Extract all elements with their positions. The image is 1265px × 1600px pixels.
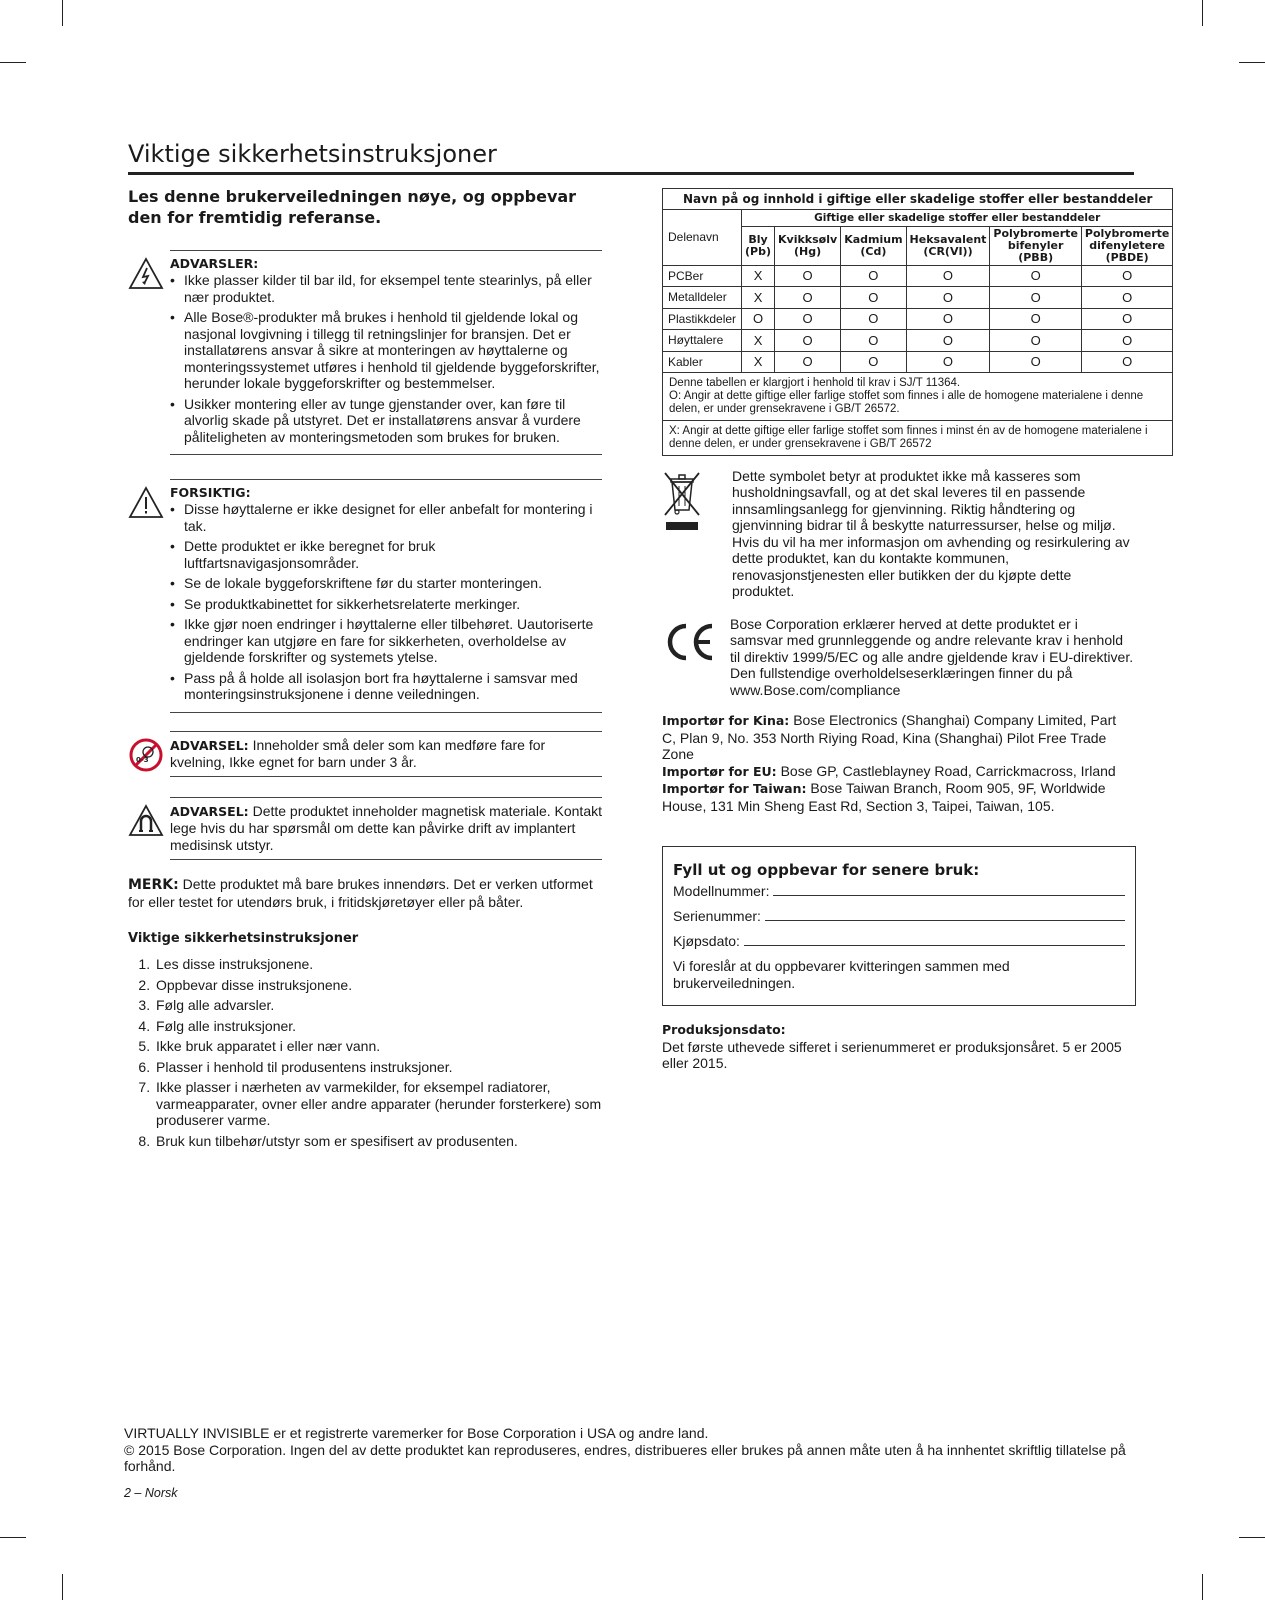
model-number-line — [673, 883, 1125, 899]
weee-text: Dette symbolet betyr at produktet ikke må kasseres som husholdningsavfall, og at det skal leveres til en passende innsamlingsanlegg for gjenvinning. Riktig håndtering og gjenvinning bidrar til å beskytte naturressurser, helse og miljø. Hvis du vil ha mer informasjon om avhending og resirkulering av dette produktet, kan du kontakte kommunen, renovasjonstjenesten eller butikken der du kjøpte dette produktet. — [732, 467, 1130, 600]
left-column — [128, 186, 602, 1153]
serial-number-line — [673, 908, 1125, 924]
page-title: Viktige sikkerhetsinstruksjoner — [128, 140, 1134, 175]
caution-exclamation-icon — [128, 485, 164, 521]
hazardous-substances-table — [662, 188, 1173, 456]
small-parts-text: Inneholder små deler som kan medføre fare for kvelning, Ikke egnet for barn under 3 år. — [170, 736, 546, 770]
table-row: Kabler X O O O O O — [663, 351, 1173, 372]
small-parts-title: ADVARSEL: — [170, 737, 249, 753]
instructions-heading: Viktige sikkerhetsinstruksjoner — [128, 930, 359, 946]
ce-section — [662, 616, 1134, 699]
list-item: 1. Les disse instruksjonene. — [154, 956, 602, 973]
importer-china: Importør for Kina: Bose Electronics (Shanghai) Company Limited, Part C, Plan 9, No. 353 North Riying Road, Kina (Shanghai) Pilot Free Trade Zone — [662, 712, 1117, 763]
copyright-notice: © 2015 Bose Corporation. Ingen del av dette produktet kan reproduseres, endres, distribueres eller brukes på annen måte uten å ha innhentet skriftlig tillatelse på forhånd. — [124, 1441, 1126, 1474]
list-item: 3. Følg alle advarsler. — [154, 997, 602, 1014]
warnings-block — [128, 250, 602, 455]
column-header: Kadmium (Cd) — [841, 227, 906, 266]
list-item: 6. Plasser i henhold til produsentens instruksjoner. — [154, 1059, 602, 1076]
table-row: Plastikkdeler O O O O O O — [663, 308, 1173, 329]
crop-mark — [0, 62, 26, 63]
list-item: • Dette produktet er ikke beregnet for bruk luftfartsnavigasjonsområder. — [170, 538, 602, 571]
crop-mark — [1202, 0, 1203, 26]
footer — [124, 1425, 1136, 1475]
list-item: 8. Bruk kun tilbehør/utstyr som er spesifisert av produsenten. — [154, 1133, 602, 1150]
right-column — [662, 188, 1170, 1072]
note-paragraph — [128, 876, 602, 911]
page-number: 2 – Norsk — [124, 1486, 178, 1500]
list-item: • Ikke plasser kilder til bar ild, for eksempel tente stearinlys, på eller nær produktet. — [170, 272, 602, 305]
fill-in-title: Fyll ut og oppbevar for senere bruk: — [673, 861, 980, 880]
weee-section — [662, 468, 1134, 600]
table-subtitle: Giftige eller skadelige stoffer eller bestanddeler — [742, 210, 1173, 227]
list-item: 4. Følg alle instruksjoner. — [154, 1018, 602, 1035]
caution-list — [170, 501, 602, 703]
magnetic-title: ADVARSEL: — [170, 803, 249, 819]
crop-mark — [1239, 1537, 1265, 1538]
serial-number-label: Serienummer: — [673, 908, 761, 925]
crop-mark — [0, 1537, 26, 1538]
list-item: • Alle Bose®-produkter må brukes i henhold til gjeldende lokal og nasjonal lovgivning i tillegg til retningslinjer for bransjen. Det er installatørens ansvar å sikre at monteringen av høyttalerne og monteringssystemet utføres i henhold til gjeldende byggeforskrifter, herunder lokale byggeforskrifter og bestemmelser. — [170, 309, 602, 392]
caution-block — [128, 479, 602, 713]
note-label: MERK: — [128, 876, 179, 893]
list-item: • Ikke gjør noen endringer i høyttalerne eller tilbehøret. Uautoriserte endringer kan utgjøre en fare for sikkerheten, overholdelse av gjeldende forskrifter og systemets ytelse. — [170, 616, 602, 666]
column-header: Kvikksølv (Hg) — [775, 227, 841, 266]
magnet-warning-icon — [128, 803, 164, 839]
crop-mark — [62, 1574, 63, 1600]
model-number-label: Modellnummer: — [673, 883, 770, 900]
magnetic-warning — [128, 797, 602, 860]
fill-in-tip: Vi foreslår at du oppbevarer kvitteringen sammen med brukerveiledningen. — [673, 958, 1010, 991]
instructions-list — [128, 956, 602, 1149]
age-label: 0-3 — [136, 755, 149, 764]
intro-text: Les denne brukerveiledningen nøye, og oppbevar den for fremtidig referanse. — [128, 187, 577, 227]
ce-mark-icon — [662, 622, 718, 662]
list-item: 5. Ikke bruk apparatet i eller nær vann. — [154, 1038, 602, 1055]
importer-eu: Importør for EU: Bose GP, Castleblayney Road, Carrickmacross, Irland — [662, 762, 1116, 779]
column-header: Heksavalent (CR(VI)) — [906, 227, 990, 266]
trademark-notice: VIRTUALLY INVISIBLE er et registrerte varemerker for Bose Corporation i USA og andre land. — [124, 1425, 709, 1441]
list-item: • Pass på å holde all isolasjon bort fra høyttalerne i samsvar med monteringsinstruksjonene i denne veiledningen. — [170, 670, 602, 703]
production-date-section — [662, 1022, 1134, 1072]
serial-number-blank — [765, 908, 1125, 921]
magnetic-text: Dette produktet inneholder magnetisk materiale. Kontakt lege hvis du har spørsmål om dette kan påvirke drift av implantert medisinsk utstyr. — [170, 802, 602, 854]
crop-mark — [62, 0, 63, 26]
production-date-text: Det første uthevede sifferet i serienummeret er produksjonsåret. 5 er 2005 eller 2015. — [662, 1038, 1122, 1072]
table-note: Denne tabellen er klargjort i henhold til krav i SJ/T 11364. O: Angir at dette giftige eller farlige stoffet som finnes i alle de homogene materialene i denne delen, er under grensekravene i GB/T 26572. — [663, 372, 1173, 420]
crop-mark — [1239, 62, 1265, 63]
column-header: Polybromerte bifenyler (PBB) — [990, 227, 1081, 266]
warnings-title: ADVARSLER: — [170, 256, 259, 271]
importers-section — [662, 712, 1134, 814]
list-item: • Usikker montering eller av tunge gjenstander over, kan føre til alvorlig skade på utstyret. Det er installatørens ansvar å vurdere påliteligheten av monteringsmetoden som brukes for bruken. — [170, 396, 602, 446]
electric-shock-warning-icon — [128, 256, 164, 292]
fill-in-box — [662, 846, 1136, 1006]
ce-text: Bose Corporation erklærer herved at dette produktet er i samsvar med grunnleggende og andre relevante krav i henhold til direktiv 1999/5/EC og alle andre gjeldende krav i EU-direktiver. Den fullstendige overholdelseserklæringen finner du på www.Bose.com/compliance — [730, 615, 1134, 698]
column-header: Bly (Pb) — [742, 227, 775, 266]
part-header: Delenavn — [663, 210, 742, 266]
table-row: Metalldeler X O O O O O — [663, 287, 1173, 308]
purchase-date-line — [673, 933, 1125, 949]
table-title: Navn på og innhold i giftige eller skadelige stoffer eller bestanddeler — [663, 189, 1173, 210]
small-parts-choking-icon — [128, 737, 164, 773]
list-item: • Disse høyttalerne er ikke designet for eller anbefalt for montering i tak. — [170, 501, 602, 534]
column-header: Polybromerte difenyletere (PBDE) — [1081, 227, 1172, 266]
purchase-date-blank — [744, 933, 1125, 946]
list-item: • Se produktkabinettet for sikkerhetsrelaterte merkinger. — [170, 596, 602, 613]
crossed-out-bin-icon — [662, 470, 702, 532]
warnings-list — [170, 272, 602, 445]
table-note: X: Angir at dette giftige eller farlige stoffet som finnes i minst én av de homogene materialene i denne delen, er under grensekravene i GB/T 26572 — [663, 420, 1173, 455]
production-date-label: Produksjonsdato: — [662, 1022, 786, 1038]
caution-title: FORSIKTIG: — [170, 485, 251, 500]
small-parts-warning — [128, 731, 602, 777]
note-text: Dette produktet må bare brukes innendørs. Det er verken utformet for eller testet for utendørs bruk, i fritidskjøretøyer eller på båter. — [128, 875, 593, 910]
importer-taiwan: Importør for Taiwan: Bose Taiwan Branch, Room 905, 9F, Worldwide House, 131 Min Sheng East Rd, Section 3, Taipei, Taiwan, 105. — [662, 780, 1106, 814]
list-item: • Se de lokale byggeforskriftene før du starter monteringen. — [170, 575, 602, 592]
purchase-date-label: Kjøpsdato: — [673, 933, 740, 950]
table-row: PCBer X O O O O O — [663, 266, 1173, 287]
list-item: 7. Ikke plasser i nærheten av varmekilder, for eksempel radiatorer, varmeapparater, ovner eller andre apparater (herunder forsterkere) som produserer varme. — [154, 1079, 602, 1129]
table-row: Høyttalere X O O O O O — [663, 330, 1173, 351]
list-item: 2. Oppbevar disse instruksjonene. — [154, 977, 602, 994]
model-number-blank — [773, 883, 1125, 896]
crop-mark — [1202, 1574, 1203, 1600]
